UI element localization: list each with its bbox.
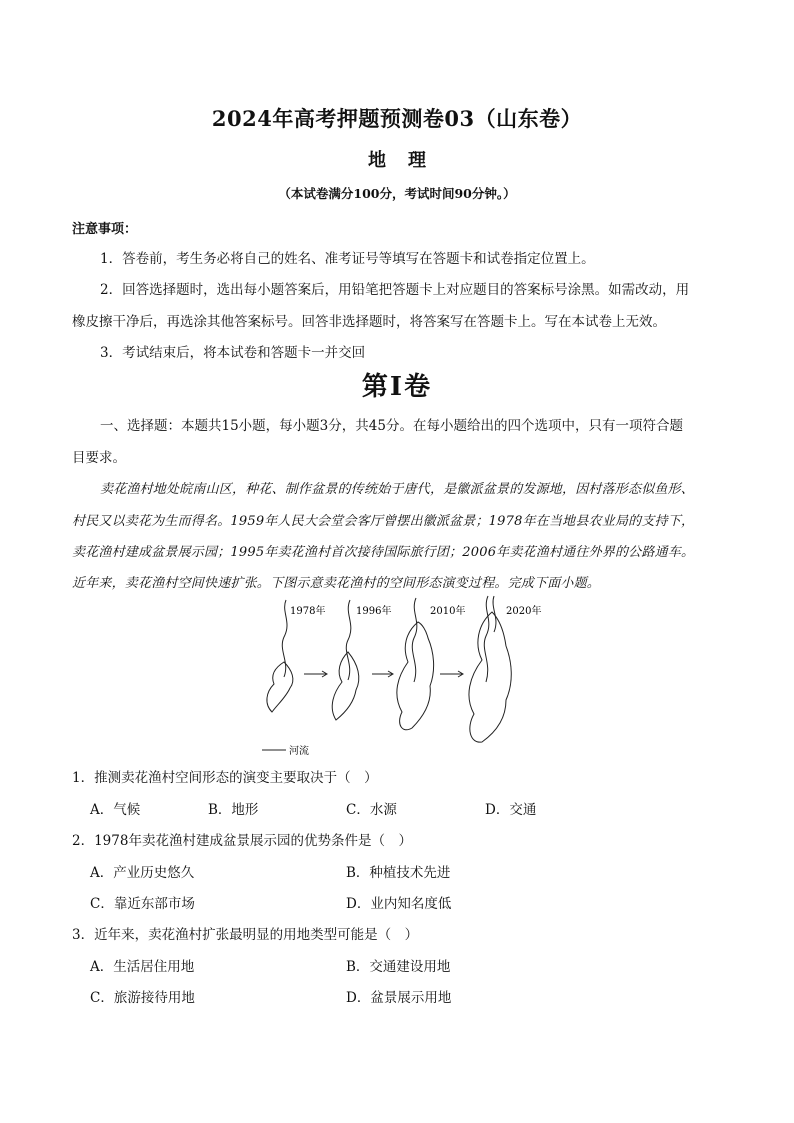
page-title: 2024年高考押题预测卷03（山东卷） [211, 106, 583, 131]
question-3-option-b[interactable]: B．交通建设用地 [346, 959, 451, 975]
river-2020 [484, 596, 489, 682]
passage-line-1: 卖花渔村地处皖南山区，种花、制作盆景的传统始于唐代，是徽派盆景的发源地，因村落形态似鱼形、 [100, 482, 695, 497]
exam-meta: （本试卷满分100分，考试时间90分钟。） [278, 186, 516, 201]
question-1-option-c[interactable]: C．水源 [346, 802, 397, 818]
subject-title: 地理 [368, 150, 448, 171]
question-2-option-a[interactable]: A．产业历史悠久 [90, 865, 195, 881]
question-3-stem: 3．近年来，卖花渔村扩张最明显的用地类型可能是（ ） [72, 927, 419, 943]
section-instruction-line-1: 一、选择题：本题共15小题，每小题3分，共45分。在每小题给出的四个选项中，只有一项符合题 [100, 418, 683, 434]
legend-label: 河流 [289, 746, 309, 757]
question-2-option-c[interactable]: C．靠近东部市场 [90, 896, 195, 912]
village-2020 [469, 612, 511, 742]
passage-line-4: 近年来，卖花渔村空间快速扩张。下图示意卖花渔村的空间形态演变过程。完成下面小题。 [72, 576, 601, 591]
village-1996 [332, 652, 359, 720]
river-2010 [412, 598, 417, 682]
question-2-option-b[interactable]: B．种植技术先进 [346, 865, 451, 881]
notice-heading: 注意事项： [72, 222, 138, 237]
year-label-2020: 2020年 [506, 606, 542, 617]
river-1978 [282, 600, 287, 677]
question-1-option-d[interactable]: D．交通 [485, 802, 537, 818]
question-1-option-a[interactable]: A．气候 [90, 802, 141, 818]
volume-heading: 第I卷 [361, 372, 433, 402]
year-label-1978: 1978年 [290, 606, 326, 617]
village-evolution-figure [256, 592, 556, 762]
question-3-option-c[interactable]: C．旅游接待用地 [90, 990, 195, 1006]
question-2-option-d[interactable]: D．业内知名度低 [346, 896, 452, 912]
section-instruction-line-2: 目要求。 [72, 450, 126, 466]
question-2-stem: 2．1978年卖花渔村建成盆景展示园的优势条件是（ ） [72, 833, 412, 849]
question-1-option-b[interactable]: B．地形 [208, 802, 259, 818]
notice-item-2-line-1: 2．回答选择题时，选出每小题答案后，用铅笔把答题卡上对应题目的答案标号涂黑。如需改动，用 [100, 282, 690, 298]
question-3-option-d[interactable]: D．盆景展示用地 [346, 990, 452, 1006]
river-1996 [346, 600, 351, 680]
year-label-1996: 1996年 [356, 606, 392, 617]
year-label-2010: 2010年 [430, 606, 466, 617]
notice-item-1: 1．答卷前，考生务必将自己的姓名、准考证号等填写在答题卡和试卷指定位置上。 [100, 251, 595, 267]
notice-item-2-line-2: 橡皮擦干净后，再选涂其他答案标号。回答非选择题时，将答案写在答题卡上。写在本试卷上无效。 [72, 314, 666, 330]
notice-item-3: 3．考试结束后，将本试卷和答题卡一并交回 [100, 345, 366, 361]
question-3-option-a[interactable]: A．生活居住用地 [90, 959, 195, 975]
village-1978 [267, 662, 293, 712]
passage-line-3: 卖花渔村建成盆景展示园；1995年卖花渔村首次接待国际旅行团；2006年卖花渔村通往外界的公路通车。 [72, 545, 695, 560]
passage-line-2: 村民又以卖花为生而得名。1959年人民大会堂会客厅曾摆出徽派盆景；1978年在当地县农业局的支持下， [72, 514, 695, 529]
question-1-stem: 1．推测卖花渔村空间形态的演变主要取决于（ ） [72, 770, 378, 786]
